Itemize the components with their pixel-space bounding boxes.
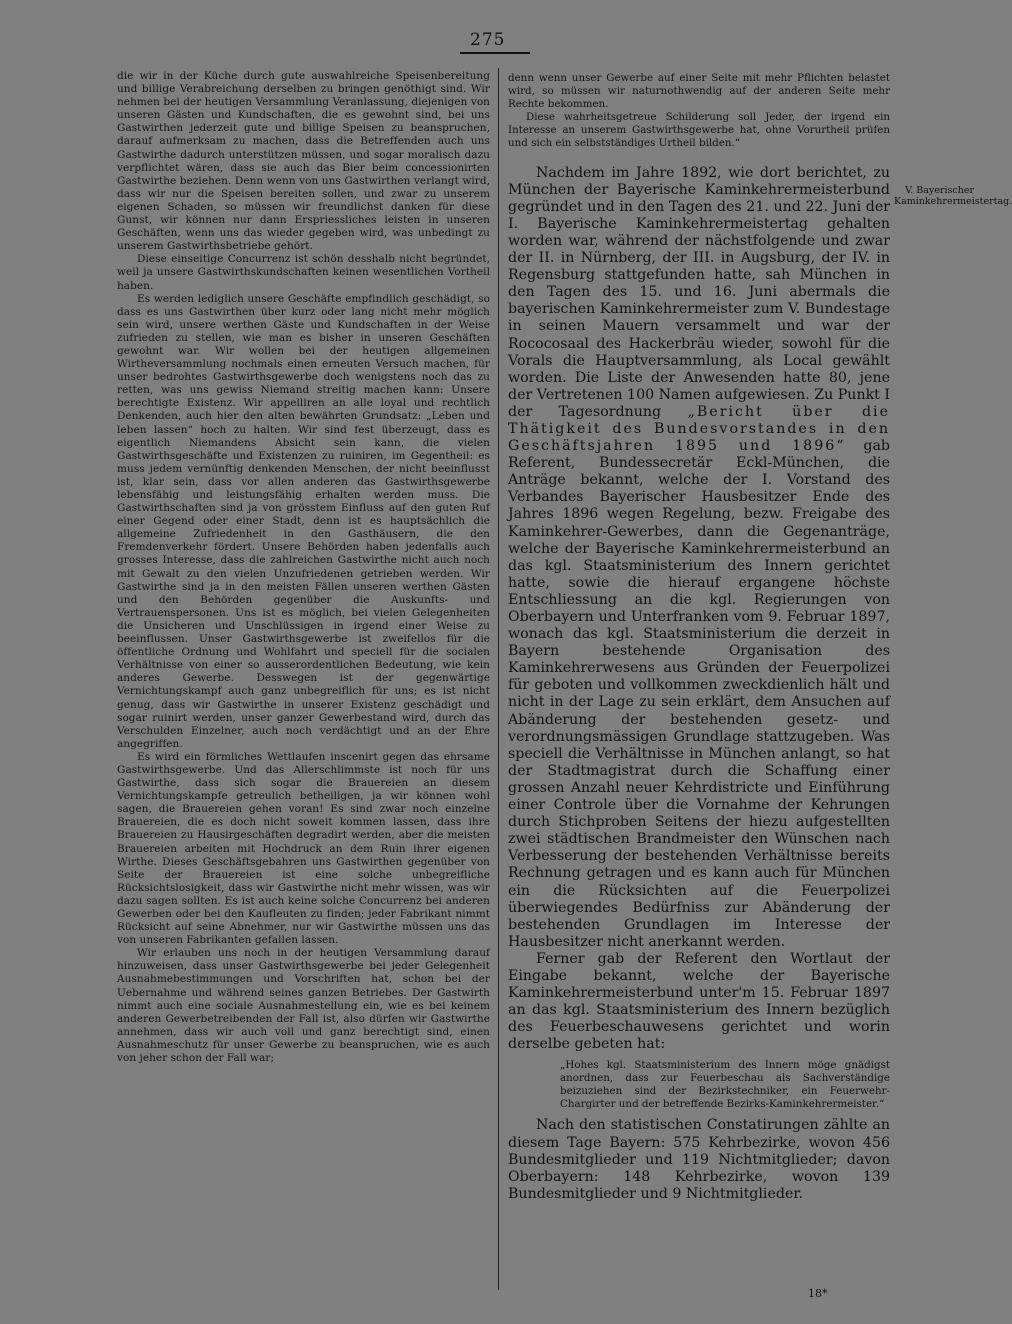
signature-mark: 18* <box>808 1287 828 1300</box>
body-paragraph-3: Nach den statistischen Constatirungen zählte an diesem Tage Bayern: 575 Kehrbezirke, wovon 456 Bundesmitglieder und 119 Nichtmitglieder; davon Oberbayern: 148 Kehrbezirke, wovon 139 Bundesmitglieder und 9 Nichtmitglieder. <box>508 1117 890 1202</box>
margin-note: V. Bayerischer Kaminkehrermeistertag. <box>894 185 1012 207</box>
right-column <box>508 72 890 1203</box>
quote-continuation: denn wenn unser Gewerbe auf einer Seite mit mehr Pflichten belastet wird, so müssen wir naturnothwendig auf der anderen Seite mehr Rechte bekommen. <box>508 72 890 111</box>
quote-closing: Diese wahrheitsgetreue Schilderung soll Jeder, der irgend ein Interesse an unserem Gastwirthsgewerbe hat, ohne Vorurtheil prüfen und sich ein selbstständiges Urtheil bilden.“ <box>508 111 890 150</box>
body-paragraph-2: Ferner gab der Referent den Wortlaut der Eingabe bekannt, welche der Bayerische Kaminkehrermeisterbund unter'm 15. Februar 1897 an das kgl. Staatsministerium des Innern bezüglich des Feuerbeschauwesens gerichtet und worin derselbe gebeten hat: <box>508 950 890 1053</box>
left-paragraph-3: Es werden lediglich unsere Geschäfte empfindlich geschädigt, so dass es uns Gastwirthen über kurz oder lang nicht mehr möglich sein wird, unsere werthen Gäste und Kundschaften in der Weise zufrieden zu stellen, wie man es bisher in unseren Geschäften gewohnt war. Wir wollen bei der heutigen allgemeinen Wirtheversammlung nochmals einen erneuten Versuch machen, für unser bedrohtes Gastwirthsgewerbe doch wenigstens noch das zu retten, was uns gewiss Niemand streitig machen kann: Unsere berechtigte Existenz. Wir appelliren an alle loyal und rechtlich Denkenden, auch hier den alten bewährten Grundsatz: „Leben und leben lassen“ hoch zu halten. Wir sind fest überzeugt, dass es eigentlich Niemandens Absicht sein kann, die vielen Gastwirthsgeschäfte und Existenzen zu ruiniren, im Gegentheil: es muss jedem vernünftig denkenden Menschen, der nicht beeinflusst ist, klar sein, dass vor allen anderen das Gastwirthsgewerbe lebensfähig und leistungsfähig erhalten werden muss. Die Gastwirthschaften sind ja von grösstem Einfluss auf den guten Ruf einer Gegend oder einer Stadt, denn ist es hauptsächlich die allgemeine Zufriedenheit in den Gasthäusern, die den Fremdenverkehr fördert. Unsere Behörden haben jedenfalls auch grosses Interesse, dass die zahlreichen Gastwirthe nicht auch noch mit Gewalt zu den vielen Unzufriedenen getrieben werden. Wir Gastwirthe sind ja in den meisten Fällen unseren werthen Gästen und den Behörden gegenüber die Auskunfts- und Vertrauenspersonen. Uns ist es möglich, bei vielen Gelegenheiten die Unsicheren und Unschlüssigen in irgend einer Weise zu beeinflussen. Unser Gastwirthsgewerbe ist zweifellos für die öffentliche Ordnung und Wohlfahrt und speciell für die socialen Verhältnisse von einer so ausserordentlichen Bedeutung, wie kein anderes Gewerbe. Desswegen ist der gegenwärtige Vernichtungskampf auch ganz unbegreiflich für uns; es ist nicht genug, dass wir Gastwirthe in unserer Existenz geschädigt und sogar ruinirt werden, unser ganzer Gewerbestand wird, durch das Verschulden Einzelner, auch noch verdächtigt und an der Ehre angegriffen. <box>117 292 490 750</box>
inset-quote <box>560 1059 890 1111</box>
left-paragraph-5: Wir erlauben uns noch in der heutigen Versammlung darauf hinzuweisen, dass unser Gastwirthsgewerbe bei jeder Gelegenheit Ausnahmebestimmungen und Vorschriften hat, schon bei der Uebernahme und während seines ganzen Betriebes. Der Gastwirth nimmt auch eine sociale Ausnahmestellung ein, wie es bei keinem anderen Gewerbetreibenden der Fall ist, also dürfen wir Gastwirthe annehmen, dass wir auch voll und ganz berechtigt sind, einen Ausnahmeschutz für unser Gewerbe zu beanspruchen, wie es auch von jeher schon der Fall war; <box>117 947 490 1065</box>
body-paragraph-1-part1: Nachdem im Jahre 1892, wie dort berichtet, zu München der Bayerische Kaminkehrermeisterbund gegründet und in den Tagen des 21. und 22. Juni der I. Bayerische Kaminkehrermeistertag gehalten worden war, während der nächstfolgende und zwar der II. in Nürnberg, der III. in Augsburg, der IV. in Regensburg stattgefunden hatte, sah München in den Tagen des 15. und 16. Juni abermals die bayerischen Kaminkehrermeister zum V. Bundestage in seinen Mauern versammelt und war der Rococosaal des Hackerbräu wieder, sowohl für die Vorals die Hauptversammlung, als Local gewählt worden. Die Liste der Anwesenden hatte 80, jene der Vertretenen 100 Namen aufgewiesen. Zu Punkt I der Tagesordnung <box>508 164 890 420</box>
body-paragraph-1 <box>508 165 890 951</box>
column-divider <box>498 68 499 1290</box>
left-paragraph-4: Es wird ein förmliches Wettlaufen inscenirt gegen das ehrsame Gastwirthsgewerbe. Und das Allerschlimmste ist noch für uns Gastwirthe, dass sich sogar die Brauereien an diesem Vernichtungskampfe getreulich betheiligen, ja wir können wohl sagen, die Brauereien gehen voran! Es sind zwar noch einzelne Brauereien, die es doch nicht soweit kommen lassen, dass ihre Brauereien zu Hausirgeschäften degradirt werden, aber die meisten Brauereien arbeiten mit Hochdruck an dem Ruin ihrer eigenen Wirthe. Dieses Geschäftsgebahren uns Gastwirthen gegenüber von Seite der Brauereien ist eine solche unbegreifliche Rücksichtslosigkeit, dass wir Gastwirthe nicht mehr wissen, was wir dazu sagen sollten. Es ist auch keine solche Concurrenz bei anderen Gewerben oder bei den Kaufleuten zu finden; jeder Fabrikant nimmt Rücksicht auf seine Abnehmer, nur wir Gastwirthe müssen uns das von unseren Fabrikanten gefallen lassen. <box>117 750 490 947</box>
closing-body <box>508 1117 890 1202</box>
left-column <box>117 70 490 1065</box>
page-number: 275 <box>470 30 506 50</box>
left-paragraph-1: die wir in der Küche durch gute auswahlreiche Speisenbereitung und billige Verabreichung derselben zu bringen genöthigt sind. Wir nehmen bei der heutigen Versammlung Veranlassung, diejenigen von unseren Gästen und Kundschaften, die es gewohnt sind, bei uns Gastwirthen jederzeit gute und billige Speisen zu beanspruchen, darauf aufmerksam zu machen, dass die Betreffenden auch uns Gastwirthe dadurch unterstützen müssen, und sogar moralisch dazu verpflichtet wären, dass sie auch das Bier beim concessionirten Gastwirthe beziehen. Denn wenn von uns Gastwirthen verlangt wird, dass wir nur die Speisen bereiten sollen, und zwar zu unserem eigenen Schaden, so müssen wir freundlichst danken für diese Gunst, wir können nur dann Erspriessliches leisten in unseren Geschäften, wenn uns das wieder gegeben wird, was unbedingt zu unserem Gastwirthsbetriebe gehört. <box>117 70 490 253</box>
agenda-item-spaced: „Bericht über die Thätigkeit des Bundesvorstandes in den Geschäftsjahren 1895 und 1896“ <box>508 403 890 455</box>
quote-block <box>508 72 890 151</box>
main-body <box>508 165 890 1054</box>
header-rule <box>460 52 530 54</box>
body-paragraph-1-part2: gab Referent, Bundessecretär Eckl-München, die Anträge bekannt, welche der I. Vorstand des Verbandes Bayerischer Hausbesitzer Ende des Jahres 1896 wegen Regelung, bezw. Freigabe des Kaminkehrer-Gewerbes, dann die Gegenanträge, welche der Bayerische Kaminkehrermeisterbund an das kgl. Staatsministerium des Innern gerichtet hatte, sowie die hierauf ergangene höchste Entschliessung an die kgl. Regierungen von Oberbayern und Unterfranken vom 9. Februar 1897, wonach das kgl. Staatsministerium die derzeit in Bayern bestehende Organisation des Kaminkehrerwesens aus Gründen der Feuerpolizei für geboten und vollkommen zweckdienlich hält und nicht in der Lage zu sein erklärt, dem Ansuchen auf Abänderung der bestehenden gesetz- und verordnungsmässigen Grundlage stattzugeben. Was speciell die Verhältnisse in München anlangt, so hat der Stadtmagistrat durch die Schaffung einer grossen Anzahl neuer Kehrdistricte und Einführung einer Controle über die Vornahme der Kehrungen durch Stichproben Seitens der hiezu aufgestellten zwei städtischen Brandmeister den Wünschen nach Verbesserung der bestehenden Verhältnisse bereits Rechnung getragen und es kann auch für München ein die Rücksichten auf die Feuerpolizei überwiegendes Bedürfniss zur Abänderung der bestehenden Grundlagen im Interesse der Hausbesitzer nicht anerkannt werden. <box>508 438 890 950</box>
left-paragraph-2: Diese einseitige Concurrenz ist schön desshalb nicht begründet, weil ja unsere Gastwirthskundschaften keinen wesentlichen Vortheil haben. <box>117 253 490 292</box>
inset-quote-text: „Hohes kgl. Staatsministerium des Innern möge gnädigst anordnen, dass zur Feuerbeschau als Sachverständige beizuziehen sind der Bezirkstechniker, ein Feuerwehr-Chargirter und der betreffende Bezirks-Kaminkehrermeister.“ <box>560 1059 890 1111</box>
